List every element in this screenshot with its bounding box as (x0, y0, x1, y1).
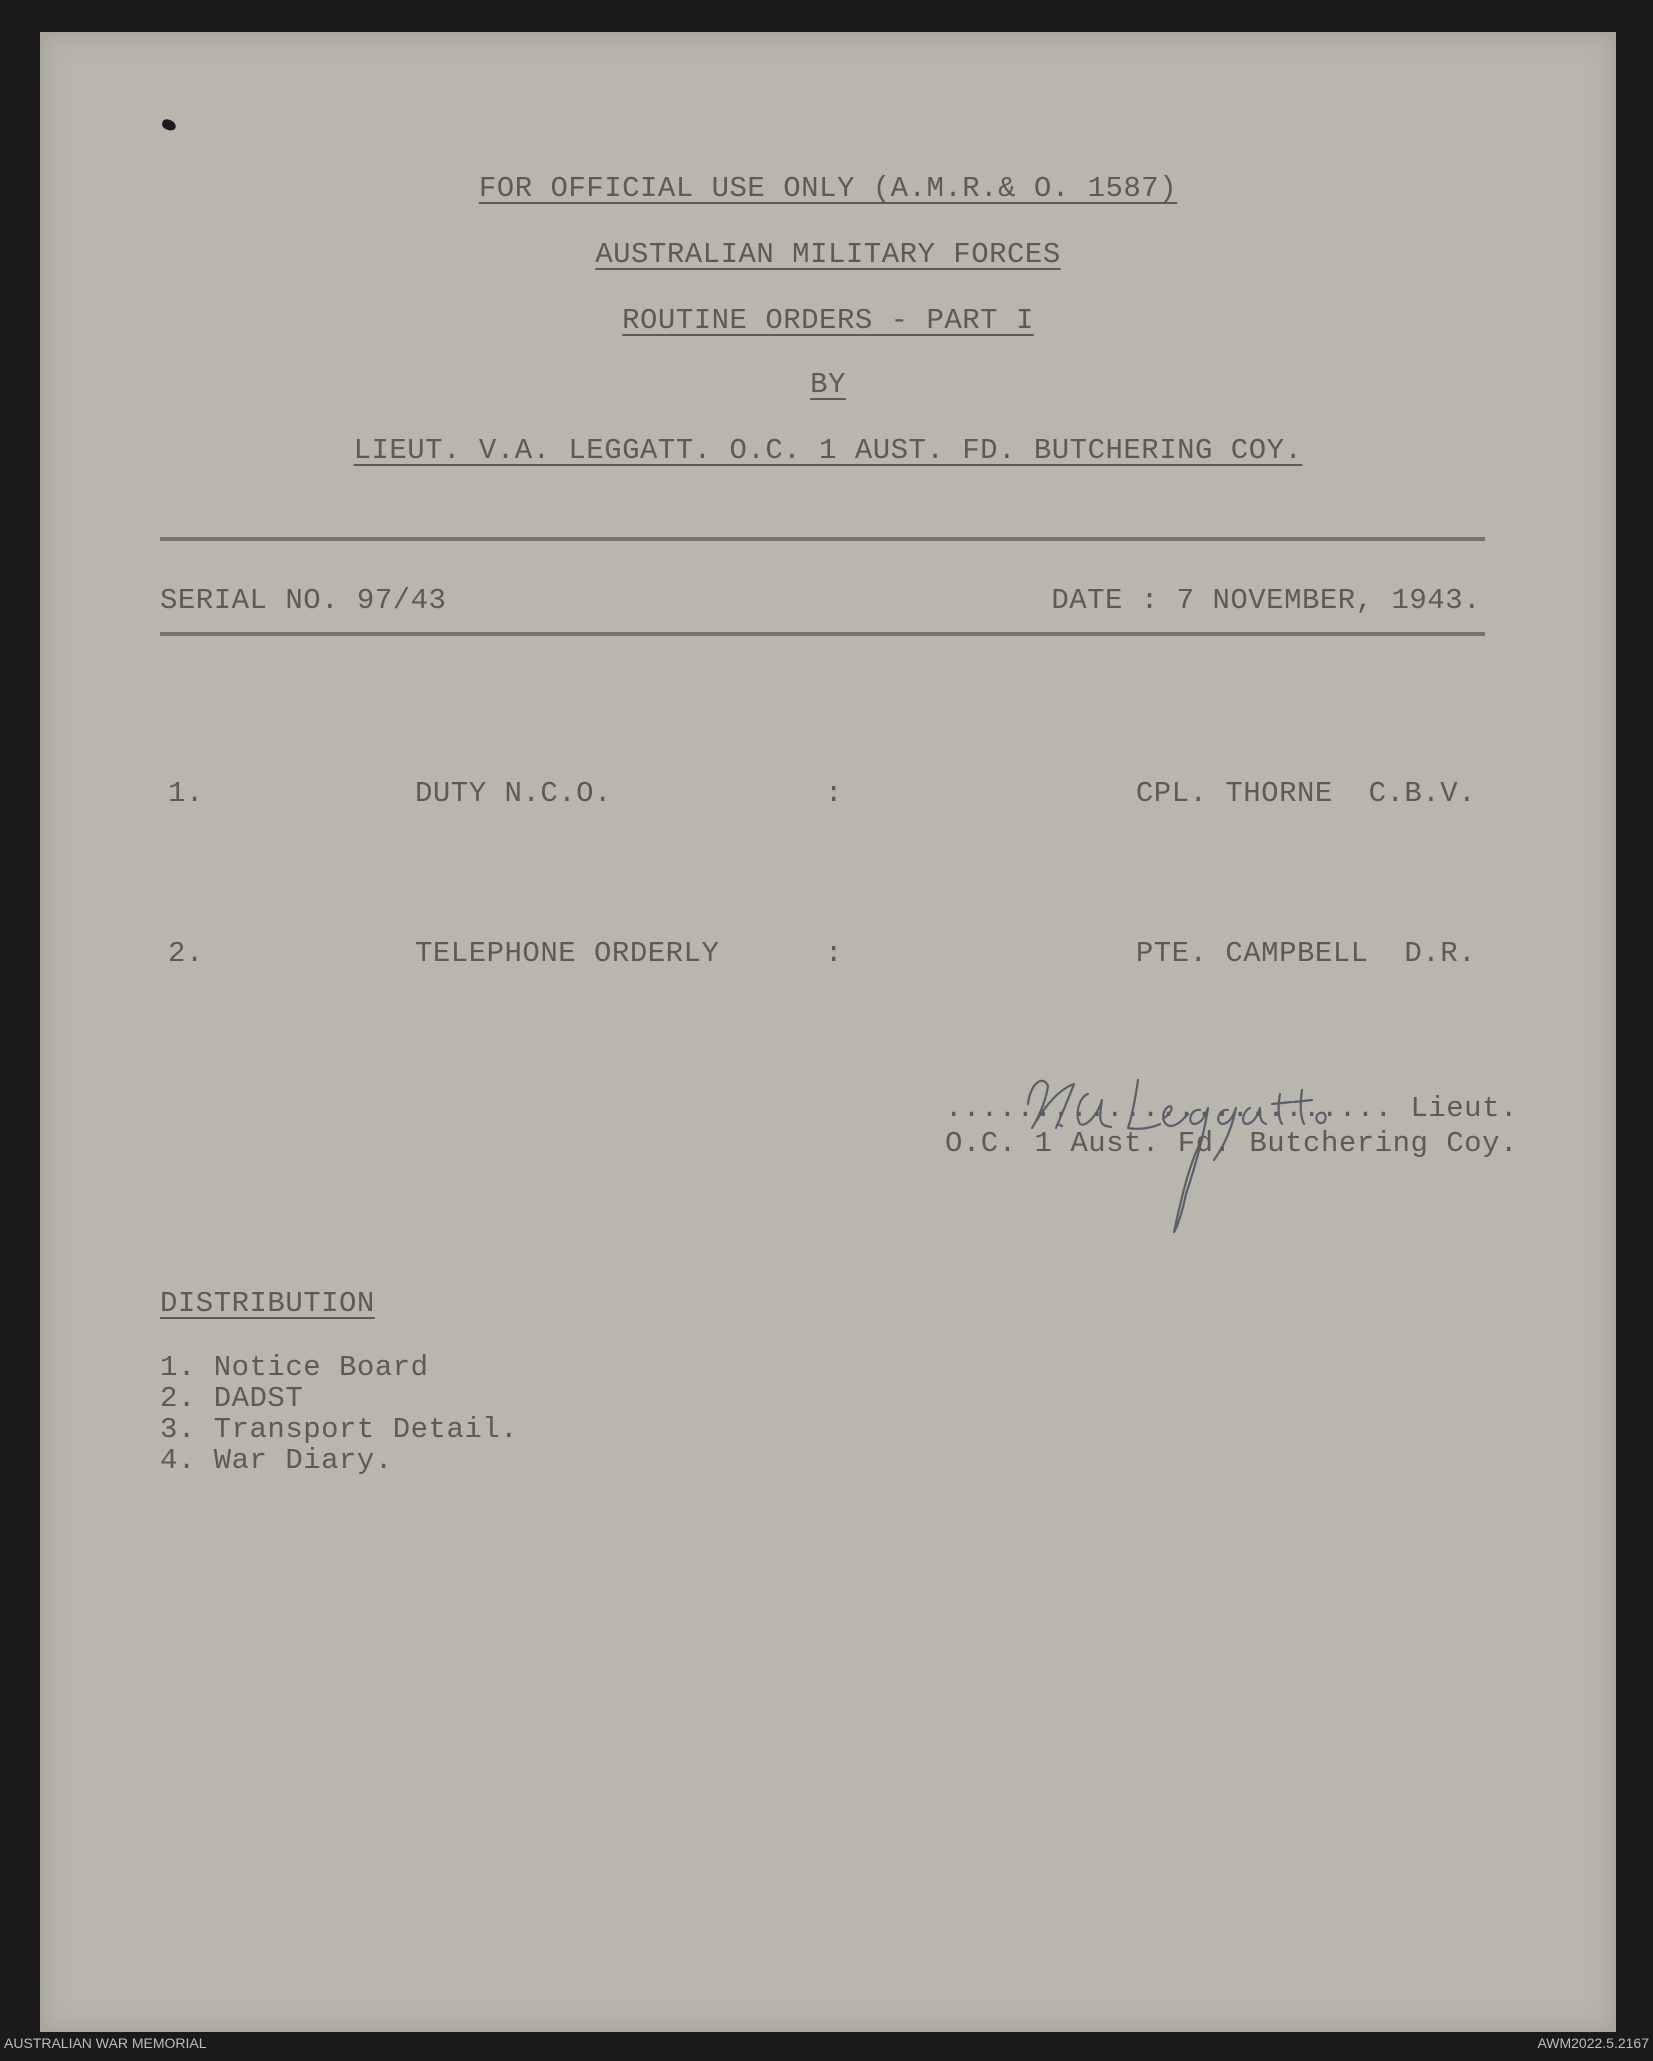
archive-footer-left: AUSTRALIAN WAR MEMORIAL (4, 2035, 207, 2051)
archive-footer-right: AWM2022.5.2167 (1537, 2035, 1649, 2051)
order-duty: DUTY N.C.O. (415, 777, 612, 810)
organisation-heading: AUSTRALIAN MILITARY FORCES (595, 238, 1061, 271)
distribution-item: 2. DADST (160, 1382, 304, 1415)
serial-number: SERIAL NO. 97/43 (160, 584, 447, 617)
distribution-list (160, 1352, 518, 1476)
distribution-item: 4. War Diary. (160, 1444, 393, 1477)
punch-hole-mark (161, 118, 177, 132)
orders-heading: ROUTINE ORDERS - PART I (622, 304, 1034, 337)
issuer-heading: LIEUT. V.A. LEGGATT. O.C. 1 AUST. FD. BUTCHERING COY. (353, 434, 1303, 467)
order-separator: : (825, 937, 843, 970)
order-name: PTE. CAMPBELL D.R. (1135, 937, 1476, 970)
order-number: 1. (168, 777, 204, 810)
distribution-item: 3. Transport Detail. (160, 1413, 519, 1446)
top-rule (160, 537, 1485, 541)
by-heading: BY (810, 368, 846, 401)
order-date: DATE : 7 NOVEMBER, 1943. (1051, 584, 1481, 617)
classification-heading: FOR OFFICIAL USE ONLY (A.M.R.& O. 1587) (478, 172, 1178, 205)
distribution-title: DISTRIBUTION (160, 1287, 375, 1320)
distribution-item: 1. Notice Board (160, 1351, 429, 1384)
signature-title: O.C. 1 Aust. Fd. Butchering Coy. (945, 1127, 1518, 1160)
order-duty: TELEPHONE ORDERLY (415, 937, 720, 970)
bottom-rule (160, 632, 1485, 636)
document-page (40, 32, 1616, 2032)
order-number: 2. (168, 937, 204, 970)
order-name: CPL. THORNE C.B.V. (1135, 777, 1476, 810)
signature-line: ......................... Lieut. (945, 1092, 1518, 1125)
order-separator: : (825, 777, 843, 810)
